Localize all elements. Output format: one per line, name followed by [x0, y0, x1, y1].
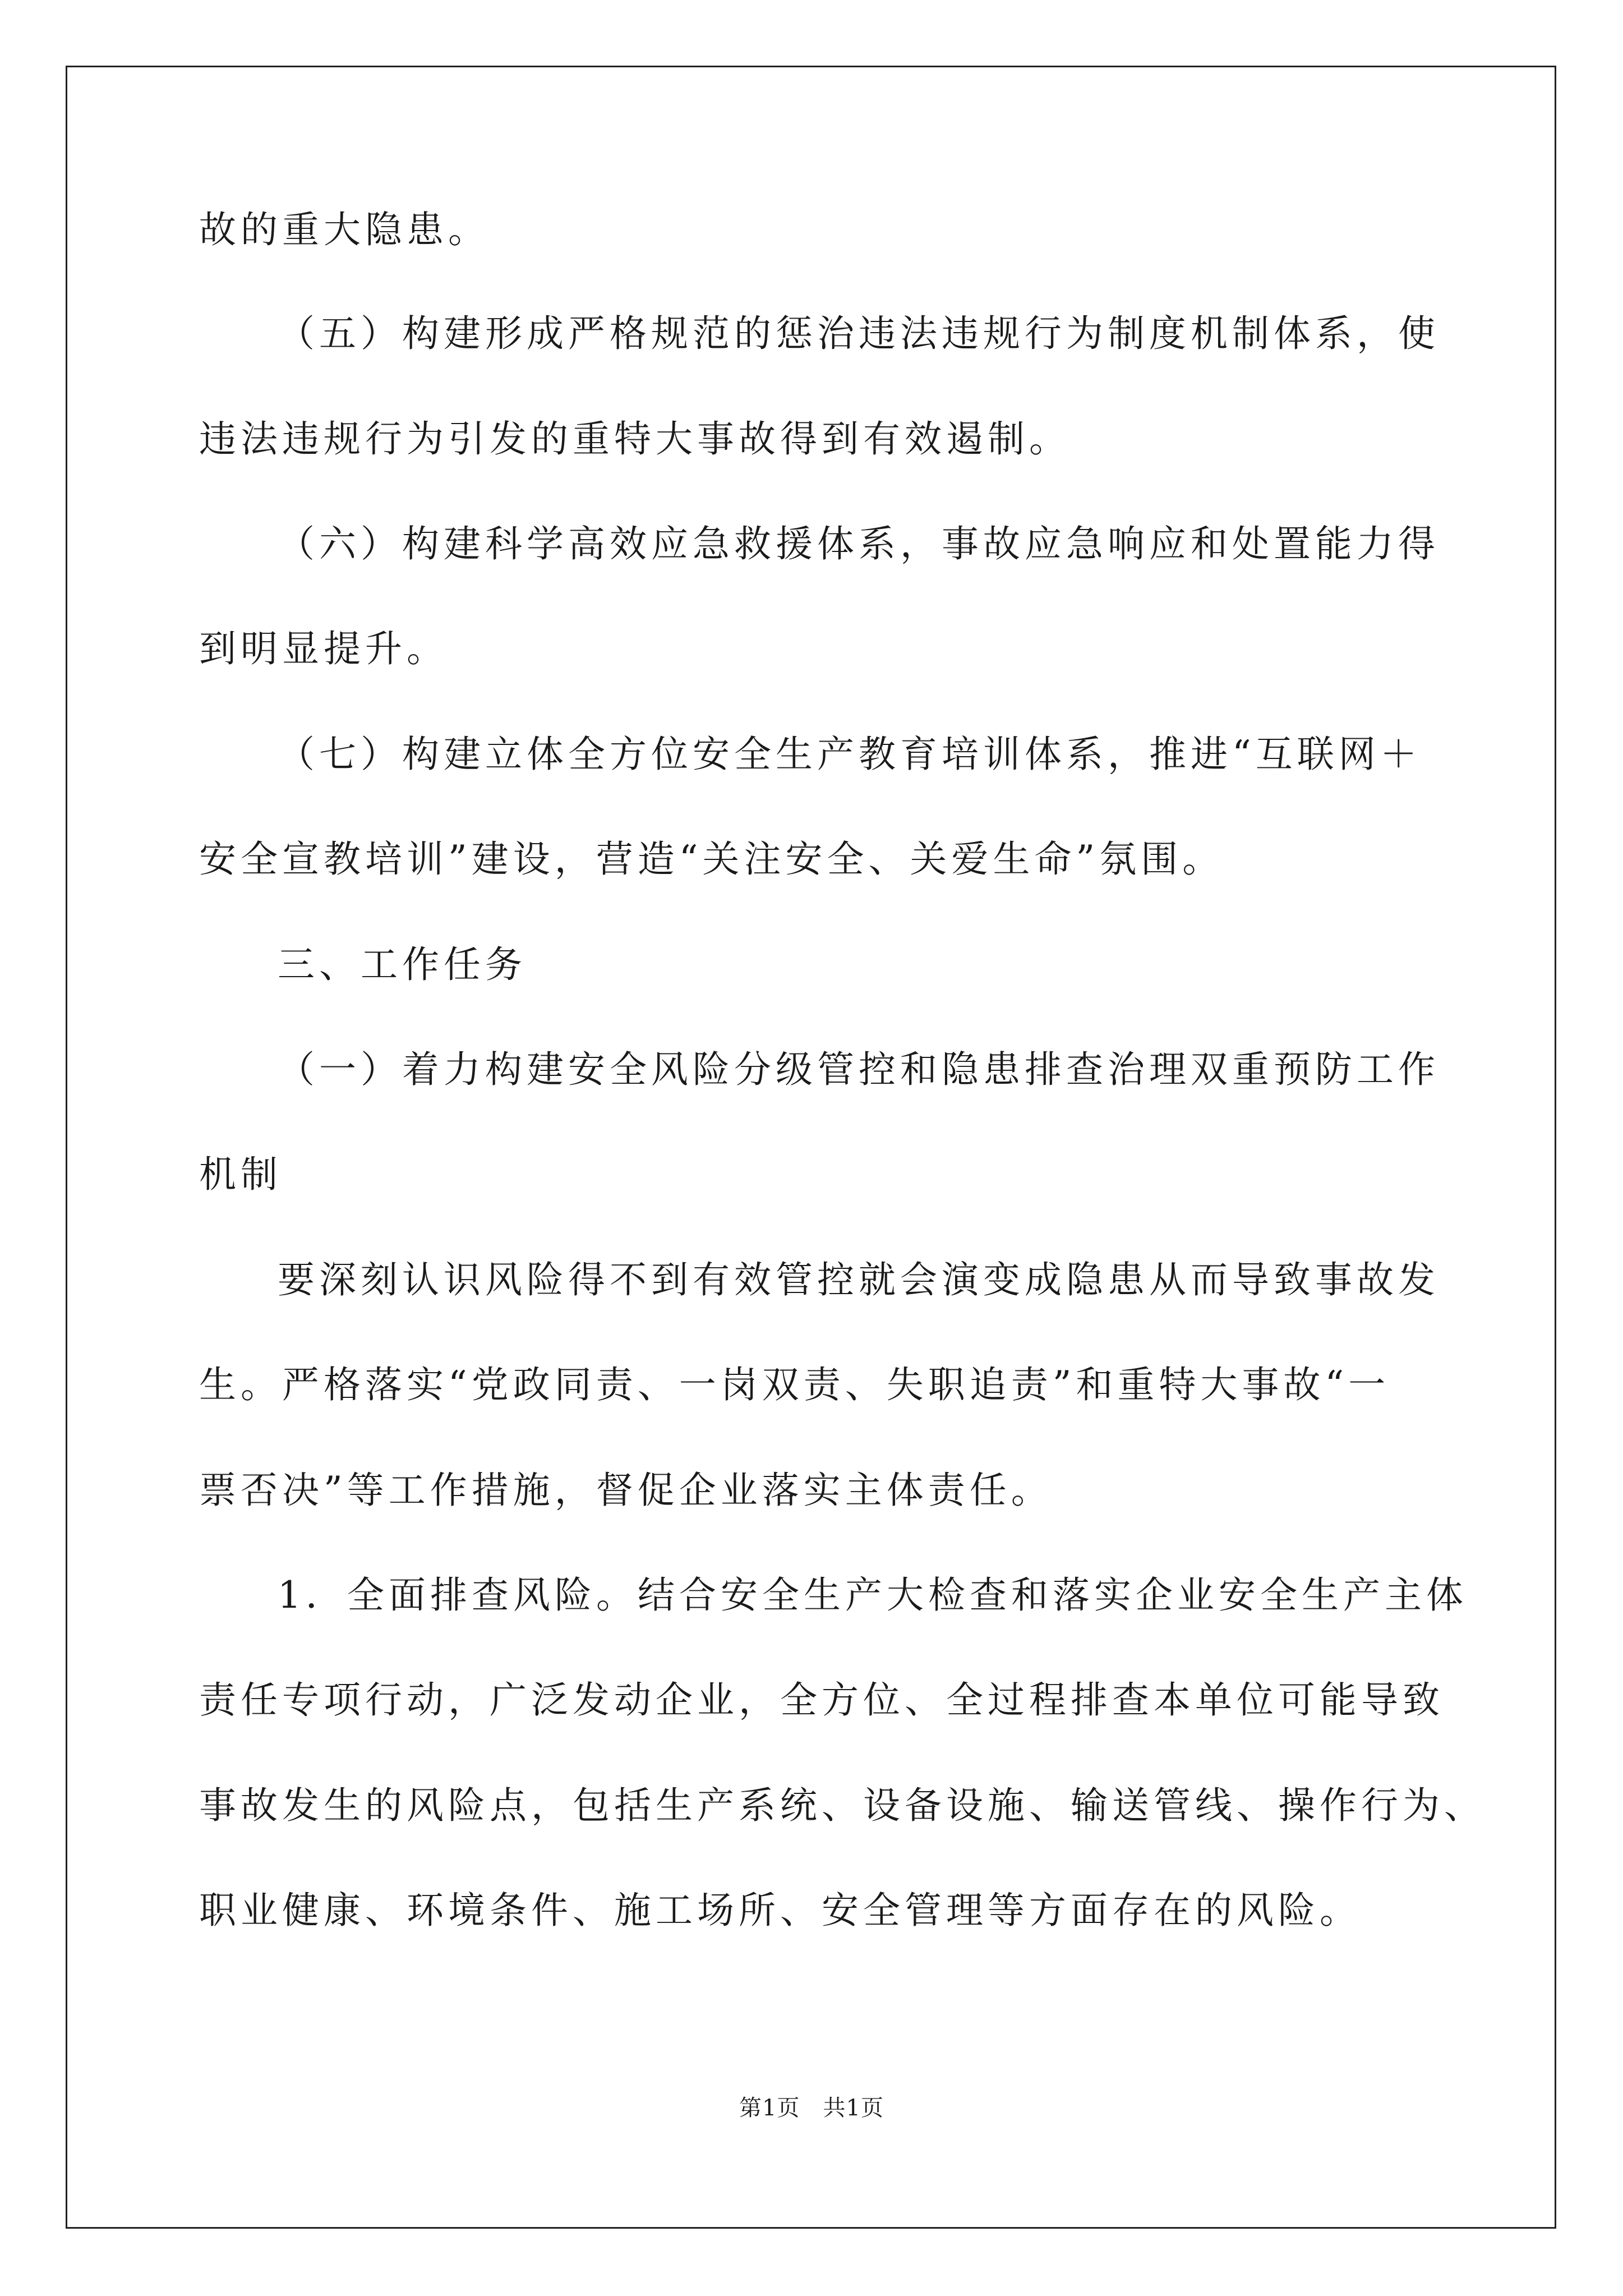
text-line: 责任专项行动，广泛发动企业，全方位、全过程排查本单位可能导致	[199, 1678, 1444, 1722]
text-line: 违法违规行为引发的重特大事故得到有效遏制。	[199, 417, 1071, 461]
text-line: （七）构建立体全方位安全生产教育培训体系，推进“互联网＋	[278, 733, 1422, 776]
text-line: （五）构建形成严格规范的惩治违法违规行为制度机制体系，使	[278, 312, 1440, 355]
text-line: （六）构建科学高效应急救援体系，事故应急响应和处置能力得	[278, 522, 1440, 565]
subsection-heading: （一）着力构建安全风险分级管控和隐患排查治理双重预防工作	[278, 1048, 1440, 1091]
text-line: 要深刻认识风险得不到有效管控就会演变成隐患从而导致事故发	[278, 1258, 1440, 1301]
text-line: 职业健康、环境条件、施工场所、安全管理等方面存在的风险。	[199, 1889, 1361, 1932]
text-line: 故的重大隐患。	[199, 208, 490, 251]
text-line: 票否决”等工作措施，督促企业落实主体责任。	[199, 1469, 1053, 1512]
text-line: 事故发生的风险点，包括生产系统、设备设施、输送管线、操作行为、	[199, 1784, 1486, 1827]
page-number: 第1页 共1页	[739, 2095, 884, 2121]
text-line: 1．全面排查风险。结合安全生产大检查和落实企业安全生产主体	[278, 1573, 1468, 1617]
text-line: 到明显提升。	[199, 627, 448, 670]
section-heading: 三、工作任务	[278, 943, 527, 986]
text-line: 生。严格落实“党政同责、一岗双责、失职追责”和重特大事故“一	[199, 1363, 1390, 1406]
subsection-heading: 机制	[199, 1153, 282, 1196]
text-line: 安全宣教培训”建设，营造“关注安全、关爱生命”氛围。	[199, 838, 1224, 881]
